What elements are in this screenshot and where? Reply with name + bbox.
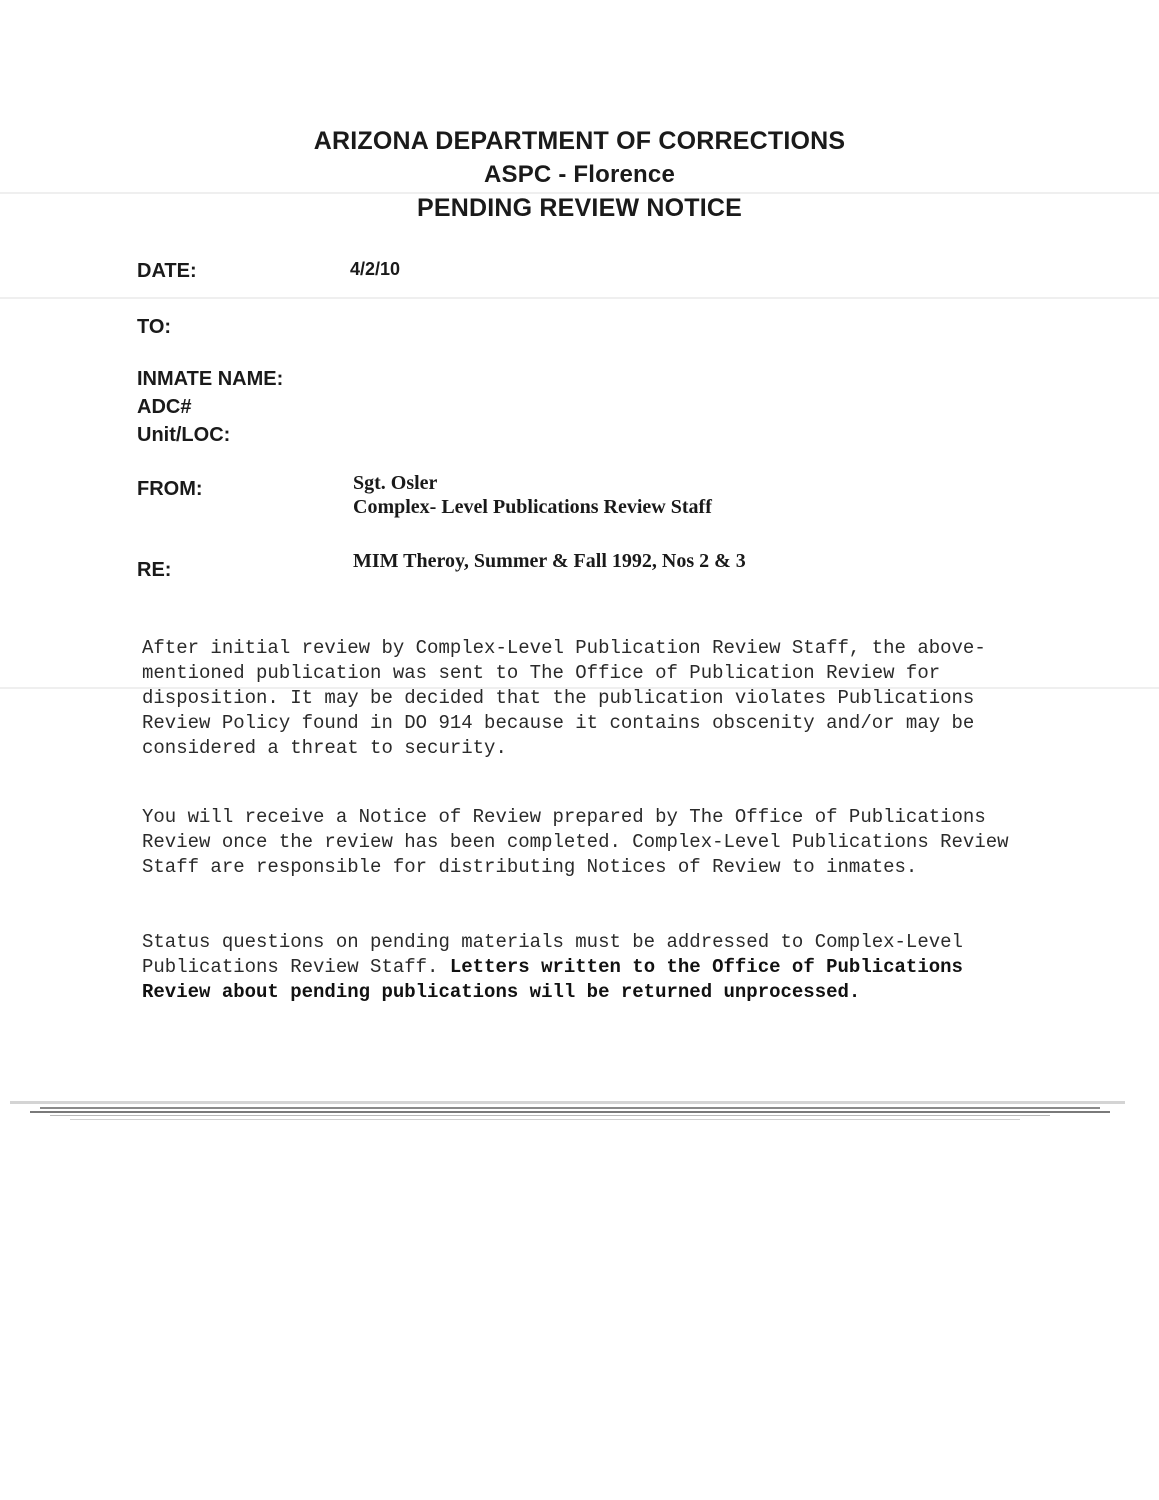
date-label: DATE: [137,260,197,282]
from-label: FROM: [137,478,203,500]
status-questions-text: Status questions on pending materials must be addressed to Complex-Level Publications Review Staff. [142,931,963,978]
facility-heading: ASPC - Florence [483,161,676,188]
scan-streak [10,1097,1125,1125]
re-value: MIM Theroy, Summer & Fall 1992, Nos 2 & 3 [353,550,746,572]
paragraph-notice-of-review: You will receive a Notice of Review prepared by The Office of Publications Review once the review has been completed. Complex-Level Publications Review Staff are responsible for distributing Notices of Review to inmates. [142,806,1009,878]
paragraph-review-status: After initial review by Complex-Level Publication Review Staff, the above-mentioned publication was sent to The Office of Publication Review for disposition. It may be decided that the publication violates Publications Review Policy found in DO 914 because it contains obscenity and/or may be considered a threat to security. [142,637,986,759]
paragraph-status-questions [142,930,1032,1005]
agency-heading: ARIZONA DEPARTMENT OF CORRECTIONS [313,127,846,155]
notice-title: PENDING REVIEW NOTICE [416,194,743,222]
from-name: Sgt. Osler [353,472,438,494]
scan-artifact [0,297,1159,299]
to-label: TO: [137,316,172,338]
re-label: RE: [137,559,172,581]
inmate-name-label: INMATE NAME: [137,368,284,390]
adc-label: ADC# [137,396,192,418]
unit-loc-label: Unit/LOC: [137,424,231,446]
from-title: Complex- Level Publications Review Staff [353,496,712,518]
warning-bold-text: Letters written to the Office of Publications Review about pending publications will be returned unprocessed. [142,956,963,1003]
date-value: 4/2/10 [350,259,401,279]
